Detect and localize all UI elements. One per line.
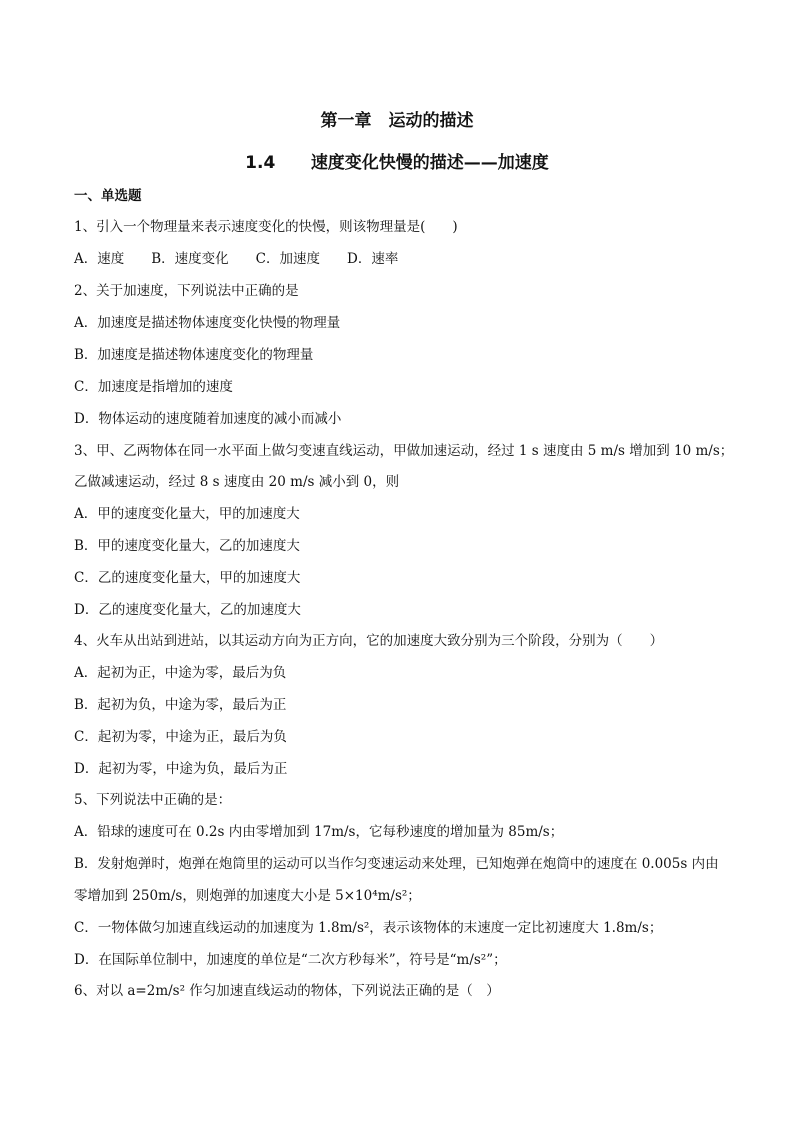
chapter-title: 第一章 运动的描述 bbox=[320, 111, 474, 131]
question-4-option-b: B．起初为负，中途为零，最后为正 bbox=[74, 697, 287, 713]
question-4-option-a: A．起初为正，中途为零，最后为负 bbox=[74, 665, 287, 681]
question-5-option-d: D．在国际单位制中，加速度的单位是“二次方秒每米”，符号是“m/s²”； bbox=[74, 952, 507, 968]
question-4-option-d: D．起初为零，中途为负，最后为正 bbox=[74, 761, 288, 777]
question-4-option-c: C．起初为零，中途为正，最后为负 bbox=[74, 729, 287, 745]
lesson-title bbox=[0, 148, 794, 173]
question-3-option-c: C．乙的速度变化量大，甲的加速度大 bbox=[74, 570, 301, 586]
lesson-number: 1.4 bbox=[245, 153, 276, 173]
question-1-options: A．速度 B．速度变化 C．加速度 D．速率 bbox=[74, 251, 399, 267]
question-3-stem: 3、甲、乙两物体在同一水平面上做匀变速直线运动，甲做加速运动，经过 1 s 速度由 5 m/s 增加到 10 m/s； bbox=[74, 443, 734, 459]
section-heading: 一、单选题 bbox=[74, 188, 142, 204]
question-3-option-b: B．甲的速度变化量大，乙的加速度大 bbox=[74, 538, 300, 554]
question-5-stem: 5、下列说法中正确的是： bbox=[74, 792, 232, 808]
lesson-name: 速度变化快慢的描述——加速度 bbox=[310, 153, 549, 173]
question-5-option-a: A．铅球的速度可在 0.2s 内由零增加到 17m/s，它每秒速度的增加量为 85m/s； bbox=[74, 824, 564, 840]
question-6-stem: 6、对以 a=2m/s² 作匀加速直线运动的物体，下列说法正确的是（ ） bbox=[74, 983, 500, 999]
question-1-stem: 1、引入一个物理量来表示速度变化的快慢，则该物理量是( ) bbox=[74, 219, 458, 235]
question-5-option-b: B．发射炮弹时，炮弹在炮筒里的运动可以当作匀变速运动来处理，已知炮弹在炮筒中的速度在 0.005s 内由 bbox=[74, 856, 719, 872]
question-3-stem-continued: 乙做减速运动，经过 8 s 速度由 20 m/s 减小到 0，则 bbox=[74, 474, 400, 490]
question-3-option-d: D．乙的速度变化量大，乙的加速度大 bbox=[74, 602, 301, 618]
question-2-option-c: C．加速度是指增加的速度 bbox=[74, 379, 233, 395]
question-2-stem: 2、关于加速度，下列说法中正确的是 bbox=[74, 283, 299, 299]
question-4-stem: 4、火车从出站到进站，以其运动方向为正方向，它的加速度大致分别为三个阶段，分别为（ ） bbox=[74, 633, 664, 649]
question-5-option-c: C．一物体做匀加速直线运动的加速度为 1.8m/s²，表示该物体的末速度一定比初速度大 1.8m/s； bbox=[74, 920, 663, 936]
question-2-option-b: B．加速度是描述物体速度变化的物理量 bbox=[74, 347, 314, 363]
question-2-option-d: D．物体运动的速度随着加速度的减小而减小 bbox=[74, 411, 342, 427]
question-3-option-a: A．甲的速度变化量大，甲的加速度大 bbox=[74, 506, 300, 522]
question-5-option-b-continued: 零增加到 250m/s，则炮弹的加速度大小是 5×10⁴m/s²； bbox=[74, 888, 421, 904]
question-2-option-a: A．加速度是描述物体速度变化快慢的物理量 bbox=[74, 315, 341, 331]
